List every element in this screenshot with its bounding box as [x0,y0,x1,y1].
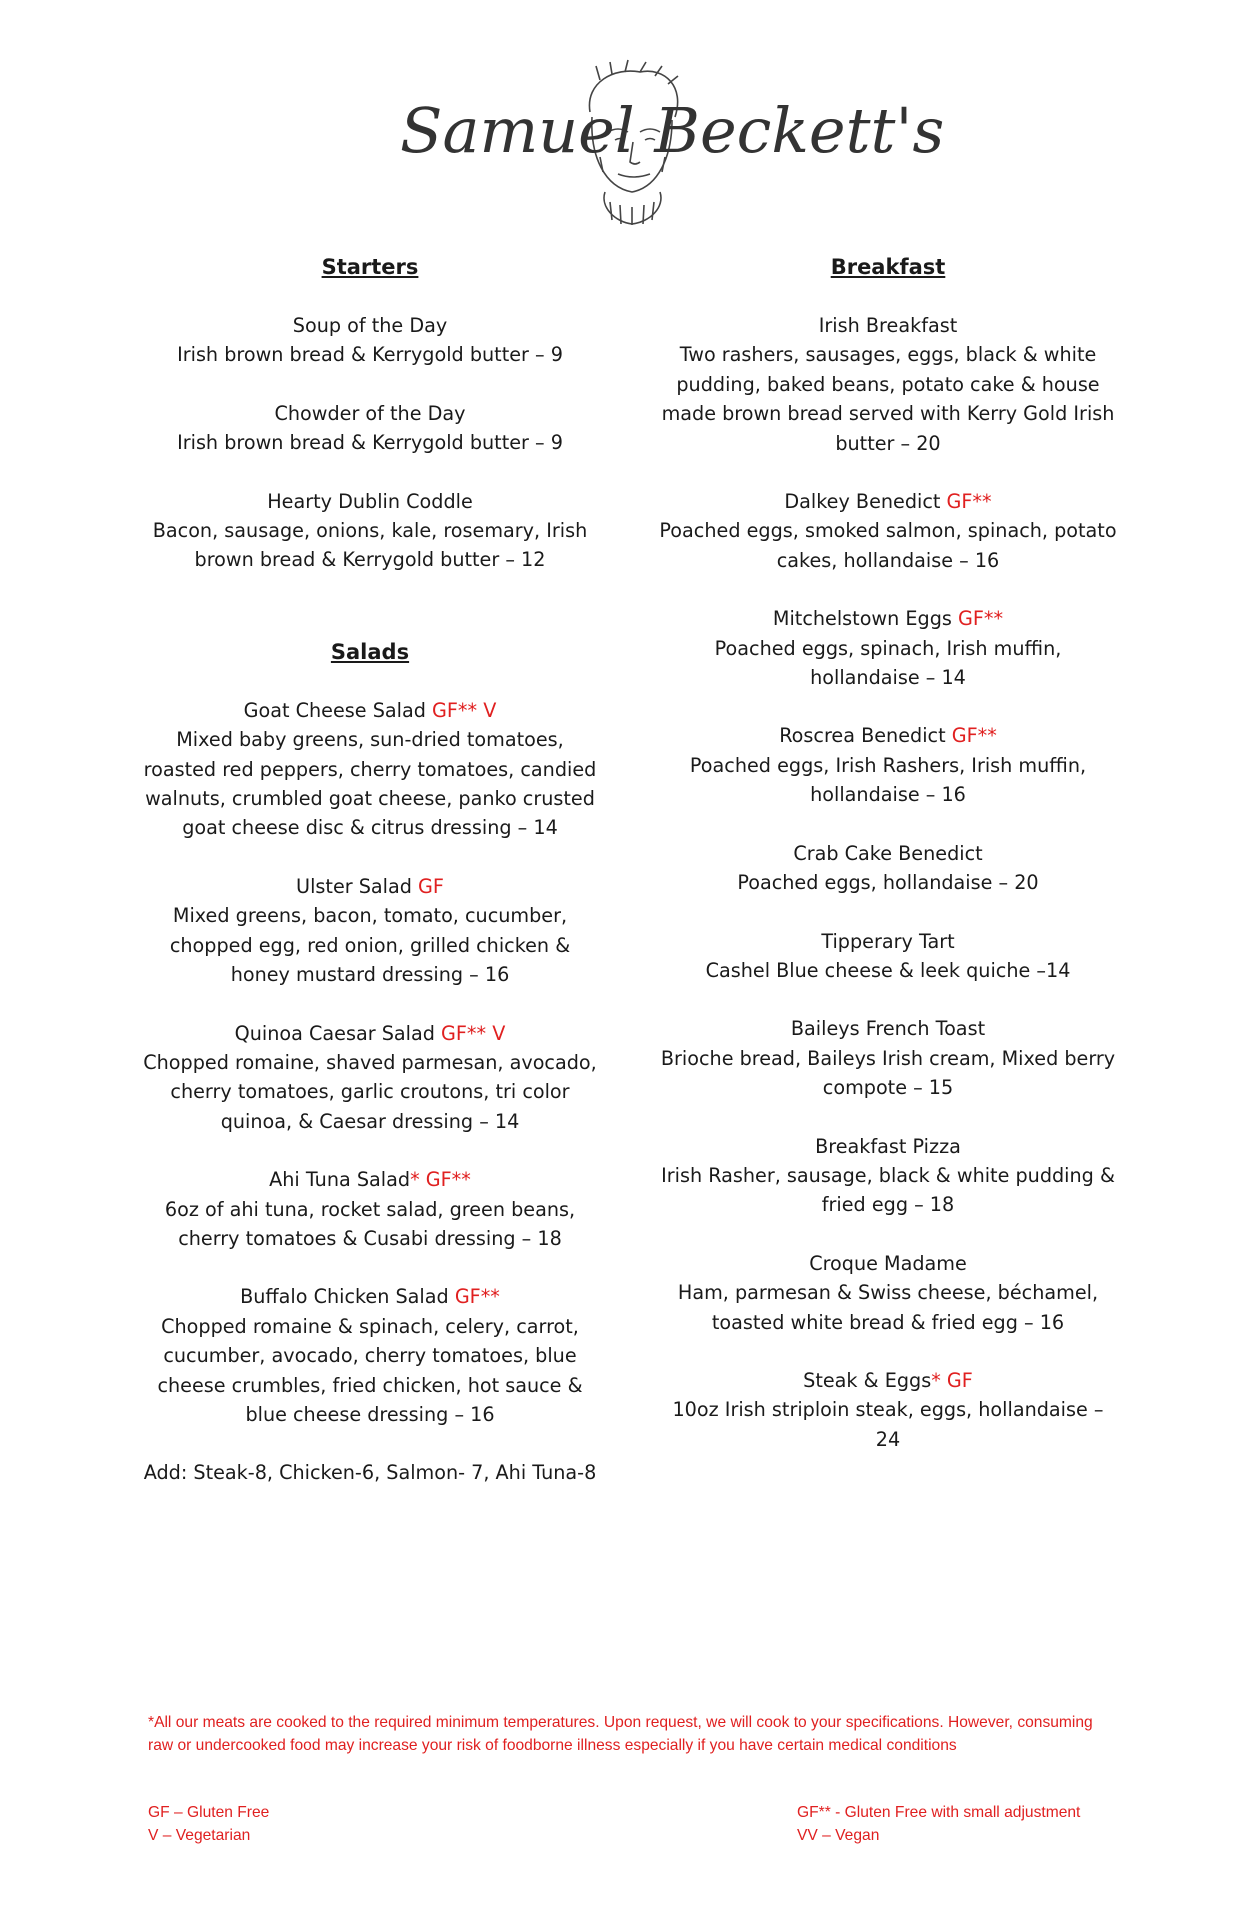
legend-right [797,1802,1080,1847]
item-name: Quinoa Caesar Salad [234,1021,442,1045]
item-description: 10oz Irish striploin steak, eggs, hollandaise – 24 [672,1398,1104,1451]
starters-heading: Starters [321,255,419,279]
item-name: Croque Madame [809,1251,967,1275]
menu-item [658,839,1118,898]
footer-disclaimer: *All our meats are cooked to the required minimum temperatures. Upon request, we will cook to your specifications. However, consuming raw or undercooked food may increase your risk of foodborne illness especially if you have certain medical conditions [148,1714,1093,1754]
menu-item [658,721,1118,809]
left-column [140,252,600,1488]
item-description: Chopped romaine & spinach, celery, carrot, cucumber, avocado, cherry tomatoes, blue cheese crumbles, fried chicken, hot sauce & blue cheese dressing – 16 [157,1314,583,1426]
item-tag: GF** V [432,698,497,722]
menu-item [658,1014,1118,1102]
item-name: Steak & Eggs [803,1368,932,1392]
menu-item [658,927,1118,986]
item-name: Dalkey Benedict [784,490,947,514]
menu-item [140,1282,600,1429]
item-name: Roscrea Benedict [779,724,952,748]
legend-gf-adjustment: GF** - Gluten Free with small adjustment [797,1804,1081,1821]
item-name: Baileys French Toast [790,1017,986,1041]
menu-item [658,1132,1118,1220]
menu-item [140,1165,600,1253]
logo-name-left: Samuel Beckett's [400,94,945,167]
legend-left [148,1802,269,1847]
salads-heading: Salads [330,639,410,664]
item-description: Cashel Blue cheese & leek quiche –14 [705,958,1071,982]
legend-vv: VV – Vegan [797,1826,880,1844]
item-name: Ulster Salad [296,874,419,898]
item-description: Bacon, sausage, onions, kale, rosemary, Irish brown bread & Kerrygold butter – 12 [152,519,588,572]
item-tag: GF** [951,724,997,748]
menu-item [658,311,1118,458]
legend-gf: GF – Gluten Free [148,1804,270,1821]
item-description: Irish brown bread & Kerrygold butter – 9 [177,431,563,455]
menu-item [658,1249,1118,1337]
item-name: Breakfast Pizza [815,1134,961,1158]
item-name: Soup of the Day [292,314,448,337]
item-tag: GF** [946,490,992,514]
item-name: Buffalo Chicken Salad [240,1285,455,1309]
item-description: Mixed greens, bacon, tomato, cucumber, chopped egg, red onion, grilled chicken & honey mustard dressing – 16 [169,904,571,987]
legend-v: V – Vegetarian [148,1826,251,1844]
item-name: Chowder of the Day [274,401,466,425]
salad-add-on: Add: Steak-8, Chicken-6, Salmon- 7, Ahi Tuna-8 [143,1461,597,1485]
item-description: Poached eggs, Irish Rashers, Irish muffin, hollandaise – 16 [689,753,1087,807]
item-name: Irish Breakfast [818,314,958,337]
restaurant-logo [400,62,945,232]
item-description: Poached eggs, spinach, Irish muffin, hollandaise – 14 [714,636,1062,690]
item-description: Two rashers, sausages, eggs, black & white pudding, baked beans, potato cake & house made brown bread served with Kerry Gold Irish butter – 20 [661,343,1115,455]
menu-item [140,696,600,843]
item-name: Mitchelstown Eggs [772,607,958,631]
item-description: Poached eggs, hollandaise – 20 [737,871,1039,895]
item-name: Goat Cheese Salad [243,698,433,722]
item-tag: GF** V [441,1021,506,1045]
menu-item [658,1366,1118,1454]
logo-graphic [400,62,945,232]
right-column [658,252,1118,1454]
menu-item [140,1019,600,1137]
item-description: Poached eggs, smoked salmon, spinach, potato cakes, hollandaise – 16 [659,519,1117,572]
item-name: Ahi Tuna Salad [269,1168,411,1192]
item-tag: GF** [957,607,1004,631]
item-description: Brioche bread, Baileys Irish cream, Mixed berry compote – 15 [660,1046,1116,1100]
item-tag: * GF [931,1368,973,1392]
item-name: Hearty Dublin Coddle [267,489,473,513]
menu-item [140,311,600,370]
item-tag: GF** [454,1285,500,1309]
item-tag: * GF** [410,1168,471,1192]
menu-item [658,604,1118,692]
item-name: Crab Cake Benedict [793,841,983,865]
breakfast-heading: Breakfast [830,255,946,279]
menu-item [658,487,1118,575]
item-description: Mixed baby greens, sun-dried tomatoes, roasted red peppers, cherry tomatoes, candied walnuts, crumbled goat cheese, panko crusted goat cheese disc & citrus dressing – 14 [143,728,597,840]
item-name: Tipperary Tart [821,929,955,953]
menu-item [140,487,600,575]
menu-item [140,872,600,990]
item-description: Chopped romaine, shaved parmesan, avocado, cherry tomatoes, garlic croutons, tri color quinoa, & Caesar dressing – 14 [143,1050,597,1133]
item-description: Ham, parmesan & Swiss cheese, béchamel, toasted white bread & fried egg – 16 [677,1281,1099,1334]
menu-item [140,399,600,458]
item-description: Irish Rasher, sausage, black & white pudding & fried egg – 18 [661,1163,1115,1217]
item-description: 6oz of ahi tuna, rocket salad, green beans, cherry tomatoes & Cusabi dressing – 18 [164,1197,576,1250]
item-tag: GF [418,874,444,898]
item-description: Irish brown bread & Kerrygold butter – 9 [177,343,563,367]
